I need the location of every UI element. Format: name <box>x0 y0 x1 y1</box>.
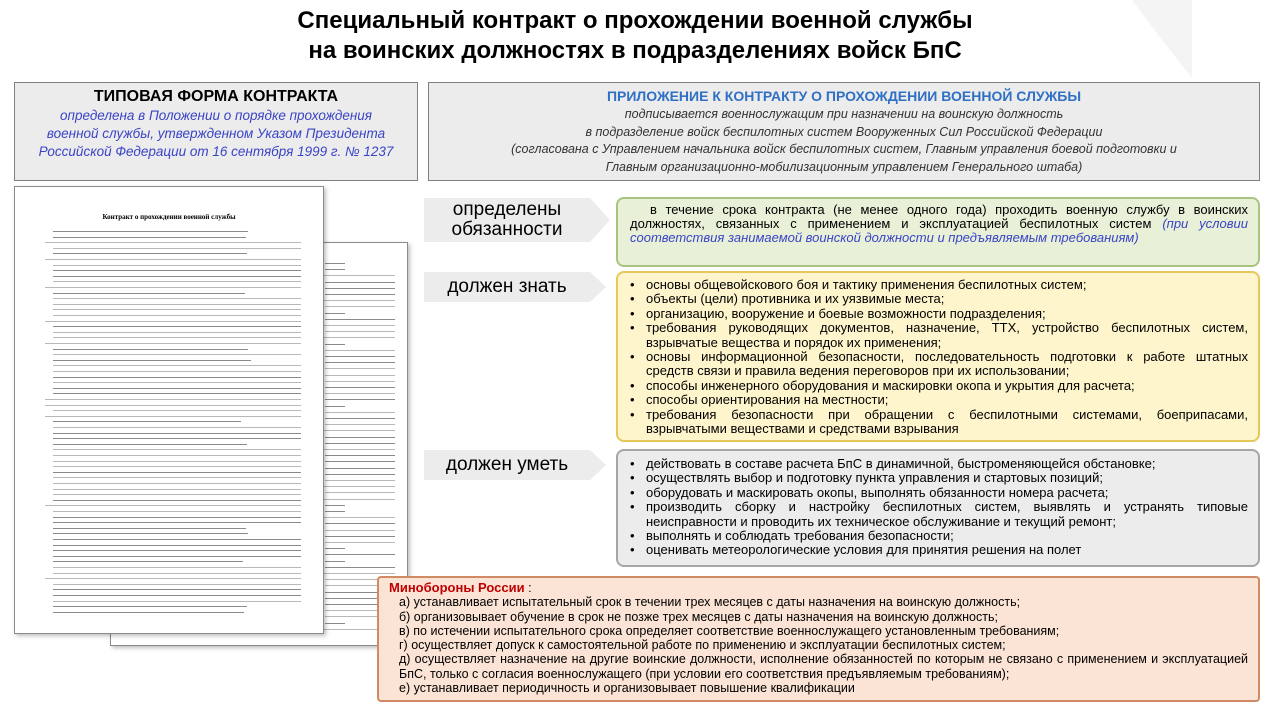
document-text-line <box>325 269 345 270</box>
document-text-line <box>325 567 395 568</box>
document-text-line <box>53 528 246 529</box>
know-item: • требования безопасности при обращении с беспилотными системами, боеприпасами, взрывчатыми веществами и средствами взрывания <box>626 408 1248 437</box>
document-text-line <box>325 306 395 307</box>
ministry-item: г) осуществляет допуск к самостоятельной работе по применению и эксплуатации беспилотных систем; <box>399 638 1006 653</box>
document-text-line <box>53 248 301 249</box>
document-text-line <box>325 331 395 332</box>
ministry-item: а) устанавливает испытательный срок в течении трех месяцев с даты назначения на воинскую должность; <box>399 595 1021 610</box>
duties-note: (при условии соответствия занимаемой воинской должности и предъявляемым требованиям) <box>630 216 1248 245</box>
ministry-heading <box>389 581 1248 595</box>
know-item: • требования руководящих документов, назначение, ТТХ, устройство беспилотных систем, взрывчатые вещества и порядок их применения; <box>626 321 1248 350</box>
document-text-line <box>325 468 395 469</box>
document-text-line <box>325 362 395 363</box>
document-text-line <box>53 315 301 316</box>
document-text-line <box>53 349 248 350</box>
document-text-line <box>325 548 345 549</box>
able-item: • действовать в составе расчета БпС в динамичной, быстроменяющейся обстановке; <box>626 457 1248 471</box>
document-text-line <box>325 561 345 562</box>
document-text-line <box>53 293 245 294</box>
able-panel <box>616 449 1260 567</box>
typical-form-header: ТИПОВАЯ ФОРМА КОНТРАКТА <box>93 88 339 105</box>
document-text-line <box>325 623 345 624</box>
document-text-line <box>45 399 301 400</box>
corner-decoration-icon <box>1132 0 1192 78</box>
document-text-line <box>53 561 243 562</box>
label-duties <box>424 198 590 242</box>
document-text-line <box>325 412 395 413</box>
document-text-line <box>53 573 301 574</box>
document-text-line <box>53 393 301 394</box>
document-text-line <box>325 294 395 295</box>
document-text-line <box>325 263 345 264</box>
document-text-line <box>325 523 395 524</box>
arrow-able-icon <box>590 450 606 480</box>
document-text-line <box>325 480 395 481</box>
typical-form-line: военной службы, утвержденном Указом Президента <box>46 126 386 141</box>
know-item: • основы общевойскового боя и тактику применения беспилотных систем; <box>626 278 1248 292</box>
duties-text: в течение срока контракта (не менее одного года) проходить военную службу в воинских должностях, связанных с применением и эксплуатацией беспилотных систем <box>630 202 1248 231</box>
duties-panel <box>616 197 1260 267</box>
document-text-line <box>53 511 301 512</box>
document-text-line <box>325 282 395 283</box>
document-text-line <box>53 360 251 361</box>
document-text-line <box>53 567 301 568</box>
document-text-line <box>53 601 301 602</box>
document-text-line <box>53 427 301 428</box>
contract-document-title: Контракт о прохождении военной службы <box>102 213 236 221</box>
able-item: • оценивать метеорологические условия для принятия решения на полет <box>626 543 1248 557</box>
document-text-line <box>325 375 395 376</box>
ministry-item: е) устанавливает периодичность и организовывает повышение квалификации <box>399 681 855 696</box>
ministry-title-suffix: : <box>524 581 532 595</box>
document-text-line <box>53 371 301 372</box>
arrow-know-icon <box>590 272 606 302</box>
document-text-line <box>45 505 301 506</box>
document-text-line <box>325 418 395 419</box>
ministry-item: в) по истечении испытательного срока определяет соответствие военнослужащего установленным требованиям; <box>399 623 1060 638</box>
know-item: • основы информационной безопасности, последовательность подготовки к работе штатных средств связи и правила ведения переговоров при их использовании; <box>626 350 1248 379</box>
document-text-line <box>53 589 301 590</box>
able-item: • осуществлять выбор и подготовку пункта управления и стартовых позиций; <box>626 471 1248 485</box>
document-text-line <box>325 455 395 456</box>
document-text-line <box>45 578 301 579</box>
document-text-line <box>325 399 395 400</box>
document-text-line <box>53 494 301 495</box>
slide-title-line1: Специальный контракт о прохождении военной службы <box>297 7 973 34</box>
typical-form-line: определена в Положении о порядке прохождения <box>60 108 372 123</box>
document-text-line <box>53 298 301 299</box>
document-text-line <box>53 522 301 523</box>
able-item: • оборудовать и маскировать окопы, выполнять обязанности номера расчета; <box>626 486 1248 500</box>
slide-title-line2: на воинских должностях в подразделениях войск БпС <box>308 37 962 64</box>
document-text-line <box>53 477 301 478</box>
document-text-line <box>53 517 301 518</box>
appendix-header: ПРИЛОЖЕНИЕ К КОНТРАКТУ О ПРОХОЖДЕНИИ ВОЕННОЙ СЛУЖБЫ <box>606 88 1082 104</box>
document-text-line <box>53 237 246 238</box>
document-text-line <box>45 343 301 344</box>
document-text-line <box>325 381 395 382</box>
document-text-line <box>45 242 301 243</box>
document-text-line <box>53 545 301 546</box>
document-text-line <box>53 606 247 607</box>
document-text-line <box>53 253 247 254</box>
document-text-line <box>45 259 301 260</box>
document-text-line <box>325 319 395 320</box>
document-text-line <box>325 424 395 425</box>
ministry-panel <box>377 576 1260 702</box>
document-text-line <box>325 393 395 394</box>
document-text-line <box>45 287 301 288</box>
document-text-line <box>53 388 301 389</box>
document-text-line <box>53 365 301 366</box>
document-text-line <box>53 472 301 473</box>
document-text-line <box>53 444 247 445</box>
know-item: • способы инженерного оборудования и маскировки окопа и укрытия для расчета; <box>626 379 1248 393</box>
document-text-line <box>53 533 248 534</box>
document-text-line <box>53 612 244 613</box>
typical-form-box <box>14 82 418 181</box>
document-text-line <box>325 536 395 537</box>
label-duties-line1: определены <box>452 199 562 220</box>
document-text-line <box>53 438 301 439</box>
able-item: • выполнять и соблюдать требования безопасности; <box>626 529 1248 543</box>
document-text-line <box>45 416 301 417</box>
document-text-line <box>53 500 301 501</box>
typical-form-line: Российской Федерации от 16 сентября 1999 г. № 1237 <box>38 144 394 159</box>
appendix-line: Главным организационно-мобилизационным управлением Генерального штаба) <box>605 159 1083 174</box>
document-text-line <box>53 377 301 378</box>
document-text-line <box>325 461 395 462</box>
document-text-line <box>53 433 301 434</box>
know-item: • объекты (цели) противника и их уязвимые места; <box>626 292 1248 306</box>
label-able: должен уметь <box>424 450 590 480</box>
know-panel <box>616 271 1260 442</box>
document-text-line <box>53 265 301 266</box>
document-text-line <box>53 466 301 467</box>
document-text-line <box>53 461 301 462</box>
document-text-line <box>325 474 395 475</box>
document-text-line <box>45 405 301 406</box>
arrow-duties-icon <box>590 198 610 242</box>
document-text-line <box>53 539 301 540</box>
document-text-line <box>53 276 301 277</box>
document-text-line <box>325 443 395 444</box>
document-text-line <box>325 505 345 506</box>
contract-document-image <box>14 186 324 634</box>
document-text-line <box>53 584 301 585</box>
document-text-line <box>325 554 395 555</box>
document-text-line <box>325 542 395 543</box>
document-text-line <box>53 270 301 271</box>
know-item: • организацию, вооружение и боевые возможности подразделения; <box>626 307 1248 321</box>
document-text-line <box>53 332 301 333</box>
document-text-line <box>325 313 345 314</box>
document-text-line <box>325 492 395 493</box>
document-text-line <box>53 281 301 282</box>
appendix-line: (согласована с Управлением начальника войск беспилотных систем, Главным управления боевой подготовки и <box>511 142 1177 156</box>
know-item: • способы ориентирования на местности; <box>626 393 1248 407</box>
label-duties-line2: обязанности <box>451 219 563 240</box>
appendix-line: подписывается военнослужащим при назначении на воинскую должность <box>624 107 1064 121</box>
document-text-line <box>53 556 301 557</box>
document-text-line <box>325 288 395 289</box>
contract-appendix-box <box>428 82 1260 181</box>
document-text-line <box>325 530 395 531</box>
document-text-line <box>53 231 248 232</box>
document-text-line <box>53 449 301 450</box>
document-text-line <box>53 304 301 305</box>
document-text-line <box>53 309 301 310</box>
label-know: должен знать <box>424 272 590 302</box>
ministry-title: Минобороны России <box>389 580 525 595</box>
document-text-line <box>325 511 345 512</box>
slide-title <box>60 6 1210 66</box>
document-text-line <box>53 421 241 422</box>
document-text-line <box>325 350 395 351</box>
document-text-line <box>53 455 301 456</box>
able-item: • производить сборку и настройку беспилотных систем, выявлять и устранять типовые неисправности и проводить их техническое обслуживание и текущий ремонт; <box>626 500 1248 529</box>
ministry-item: д) осуществляет назначение на другие воинские должности, исполнение обязанностей по которым не связано с применением и эксплуатацией БпС, только с согласия военнослужащего (при условии его соответствия предъявляемым требованиям); <box>399 652 1248 681</box>
ministry-item: б) организовывает обучение в срок не позже трех месяцев с даты назначения на воинскую должность; <box>399 609 998 624</box>
document-text-line <box>53 410 301 411</box>
document-text-line <box>53 326 301 327</box>
document-text-line <box>325 356 395 357</box>
document-text-line <box>325 344 345 345</box>
appendix-line: в подразделение войск беспилотных систем Вооруженных Сил Российской Федерации <box>585 124 1103 139</box>
document-text-line <box>53 550 301 551</box>
document-text-line <box>53 382 301 383</box>
document-text-line <box>325 406 345 407</box>
document-text-line <box>53 489 301 490</box>
document-text-line <box>53 483 301 484</box>
document-text-line <box>53 337 301 338</box>
document-text-line <box>325 387 395 388</box>
document-text-line <box>53 595 301 596</box>
document-text-line <box>325 368 395 369</box>
document-text-line <box>45 321 301 322</box>
document-text-line <box>325 437 395 438</box>
document-text-line <box>53 354 301 355</box>
